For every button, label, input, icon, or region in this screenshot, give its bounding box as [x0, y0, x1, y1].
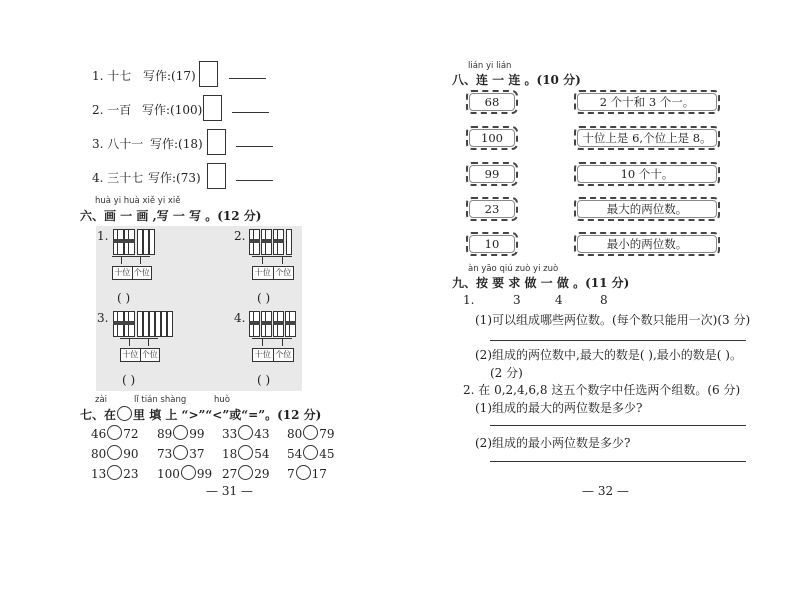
section-8-pinyin: lián yi lián [468, 61, 512, 71]
answer-box[interactable] [199, 61, 218, 87]
number-card-10[interactable] [466, 232, 518, 256]
ten-bundle-icon [124, 229, 135, 255]
compare-left-number: 80 [91, 447, 107, 461]
description-label: 最小的两位数。 [606, 237, 688, 251]
figure-2-number: 2. [234, 229, 246, 243]
compare-circle-input[interactable] [181, 465, 196, 480]
question-1a: (1)可以组成哪些两位数。(每个数只能用一次)(3 分) [475, 313, 751, 327]
compare-item [222, 445, 270, 461]
question-1b-points: (2 分) [490, 366, 523, 380]
question-2-title: 2. 在 0,2,4,6,8 这五个数字中任选两个组数。(6 分) [463, 383, 741, 397]
number-card-label: 99 [484, 167, 500, 181]
compare-right-number: 37 [189, 447, 205, 461]
compare-item [222, 425, 270, 441]
compare-item [287, 445, 335, 461]
compare-right-number: 72 [123, 427, 139, 441]
compare-item [287, 425, 335, 441]
digit-card: 8 [600, 293, 608, 307]
tens-label: 十位 [122, 350, 139, 359]
compare-right-number: 17 [311, 467, 327, 481]
compare-left-number: 80 [287, 427, 303, 441]
answer-box[interactable] [207, 163, 226, 189]
rod-base [112, 256, 150, 257]
ten-bundle-icon [261, 311, 272, 337]
figure-2-answer[interactable]: ( ) [257, 291, 271, 305]
compare-right-number: 99 [189, 427, 205, 441]
ones-label: 个位 [132, 267, 152, 279]
question-2b: (2)组成的最小两位数是多少? [475, 436, 631, 450]
description-label: 最大的两位数。 [606, 202, 688, 216]
digit-card: 3 [513, 293, 521, 307]
description-card[interactable] [574, 162, 720, 186]
compare-circle-input[interactable] [238, 465, 253, 480]
figure-3-answer[interactable]: ( ) [122, 373, 136, 387]
compare-left-number: 27 [222, 467, 238, 481]
rod-base [120, 338, 158, 339]
compare-right-number: 99 [196, 467, 213, 481]
description-card[interactable] [574, 126, 720, 150]
compare-circle-input[interactable] [303, 445, 318, 460]
ones-label: 个位 [273, 349, 294, 361]
compare-right-number: 90 [123, 447, 139, 461]
ten-bundle-icon [249, 229, 260, 255]
answer-line[interactable] [229, 78, 266, 79]
ten-bundle-icon [113, 229, 124, 255]
compare-circle-input[interactable] [107, 465, 122, 480]
item-write: 写作:(17) [143, 69, 196, 83]
section-7-pinyin-zai: zài [95, 395, 108, 405]
compare-left-number: 33 [222, 427, 238, 441]
figure-1-answer[interactable]: ( ) [117, 291, 131, 305]
answer-line[interactable] [236, 180, 273, 181]
compare-right-number: 79 [319, 427, 335, 441]
compare-right-number: 23 [123, 467, 139, 481]
item-label: 3. 八十一 [92, 137, 144, 151]
ten-bundle-icon [285, 311, 296, 337]
compare-circle-input[interactable] [107, 425, 122, 440]
answer-line[interactable] [490, 425, 746, 426]
compare-item [222, 465, 270, 481]
number-card-label: 100 [481, 131, 503, 145]
digit-card: 4 [555, 293, 563, 307]
item-write: 写作:(18) [150, 137, 203, 151]
ten-bundle-icon [124, 311, 135, 337]
page-number-right: — 32 — [582, 484, 629, 498]
ones-label: 个位 [273, 267, 294, 279]
ones-label: 个位 [140, 349, 160, 361]
compare-item [157, 445, 205, 461]
compare-right-number: 43 [254, 427, 270, 441]
number-card-23[interactable] [466, 197, 518, 221]
circle-icon [117, 406, 132, 421]
compare-left-number: 18 [222, 447, 238, 461]
section-7-title [80, 406, 321, 423]
question-1b: (2)组成的两位数中,最大的数是( ),最小的数是( )。 [475, 348, 742, 362]
compare-left-number: 7 [287, 467, 295, 481]
compare-circle-input[interactable] [238, 445, 253, 460]
question-2a: (1)组成的最大的两位数是多少? [475, 401, 643, 415]
rod [262, 256, 263, 264]
compare-right-number: 29 [254, 467, 270, 481]
compare-item [157, 465, 212, 481]
figure-3-number: 3. [97, 311, 109, 325]
item-label: 4. 三十七 [92, 171, 144, 185]
section-9-title: 九、按 要 求 做 一 做 。(11 分) [452, 276, 630, 290]
compare-left-number: 73 [157, 447, 173, 461]
rod [140, 256, 141, 264]
figure-4-answer[interactable]: ( ) [257, 373, 271, 387]
description-label: 2 个十和 3 个一。 [599, 95, 695, 109]
rod [148, 338, 149, 346]
description-card[interactable] [574, 232, 720, 256]
answer-line[interactable] [490, 461, 746, 462]
item-write: 写作:(73) [148, 171, 201, 185]
compare-item [91, 465, 139, 481]
section-7-title-a: 七、在 [80, 408, 117, 422]
rod [282, 256, 283, 264]
compare-left-number: 13 [91, 467, 107, 481]
description-card[interactable] [574, 197, 720, 221]
number-card-label: 68 [484, 95, 500, 109]
ten-bundle-icon [249, 311, 260, 337]
item-label: 1. 十七 [92, 69, 132, 83]
place-value-label [112, 266, 152, 280]
compare-circle-input[interactable] [173, 445, 188, 460]
item-write: 写作:(100) [142, 103, 203, 117]
compare-circle-input[interactable] [173, 425, 188, 440]
compare-left-number: 100 [157, 467, 180, 481]
number-card-100[interactable] [466, 126, 518, 150]
ten-bundle-icon [273, 311, 284, 337]
rod [129, 338, 130, 346]
section-7-pinyin-li: lǐ tián shàng [134, 395, 187, 405]
rod [262, 338, 263, 346]
compare-item [287, 465, 327, 481]
tens-label: 十位 [254, 350, 271, 359]
rod [282, 338, 283, 346]
place-value-label [120, 348, 160, 362]
section-6-title: 六、画 一 画 ,写 一 写 。(12 分) [80, 209, 262, 223]
section-7-pinyin-huo: huò [214, 395, 230, 405]
compare-right-number: 45 [319, 447, 335, 461]
compare-circle-input[interactable] [296, 465, 311, 480]
place-value-label [252, 348, 294, 362]
section-8-title: 八、连 一 连 。(10 分) [452, 73, 581, 87]
section-9-pinyin: àn yāo qiú zuò yi zuò [468, 264, 559, 274]
rod-base [252, 338, 292, 339]
number-card-68[interactable] [466, 90, 518, 114]
description-label: 10 个十。 [620, 167, 674, 181]
tens-label: 十位 [254, 268, 271, 277]
rod [121, 256, 122, 264]
question-1-label: 1. [463, 293, 475, 307]
number-card-label: 23 [484, 202, 500, 216]
description-label: 十位上是 6,个位上是 8。 [582, 131, 712, 145]
compare-item [91, 425, 139, 441]
ten-bundle-icon [113, 311, 124, 337]
answer-line[interactable] [236, 146, 273, 147]
answer-line[interactable] [490, 340, 746, 341]
compare-circle-input[interactable] [238, 425, 253, 440]
compare-item [157, 425, 205, 441]
tens-label: 十位 [114, 268, 131, 277]
description-card[interactable] [574, 90, 720, 114]
ten-bundle-icon [273, 229, 284, 255]
figure-4-number: 4. [234, 311, 246, 325]
compare-circle-input[interactable] [303, 425, 318, 440]
figure-1-number: 1. [97, 229, 109, 243]
section-7-title-b: 里 填 上 “>”“<”或“=”。(12 分) [133, 408, 322, 422]
answer-box[interactable] [207, 129, 226, 155]
ten-bundle-icon [261, 229, 272, 255]
number-card-label: 10 [484, 237, 500, 251]
section-6-pinyin: huà yi huà xiě yi xiě [95, 196, 181, 206]
answer-line[interactable] [232, 112, 269, 113]
place-value-label [252, 266, 294, 280]
item-label: 2. 一百 [92, 103, 132, 117]
compare-item [91, 445, 139, 461]
compare-left-number: 89 [157, 427, 173, 441]
stick-icon [167, 311, 173, 337]
compare-circle-input[interactable] [107, 445, 122, 460]
rod-base [252, 256, 292, 257]
answer-box[interactable] [203, 95, 222, 121]
compare-left-number: 46 [91, 427, 107, 441]
stick-icon [286, 229, 292, 255]
stick-icon [149, 229, 155, 255]
page-number-left: — 31 — [206, 484, 253, 498]
compare-right-number: 54 [254, 447, 270, 461]
number-card-99[interactable] [466, 162, 518, 186]
compare-left-number: 54 [287, 447, 303, 461]
